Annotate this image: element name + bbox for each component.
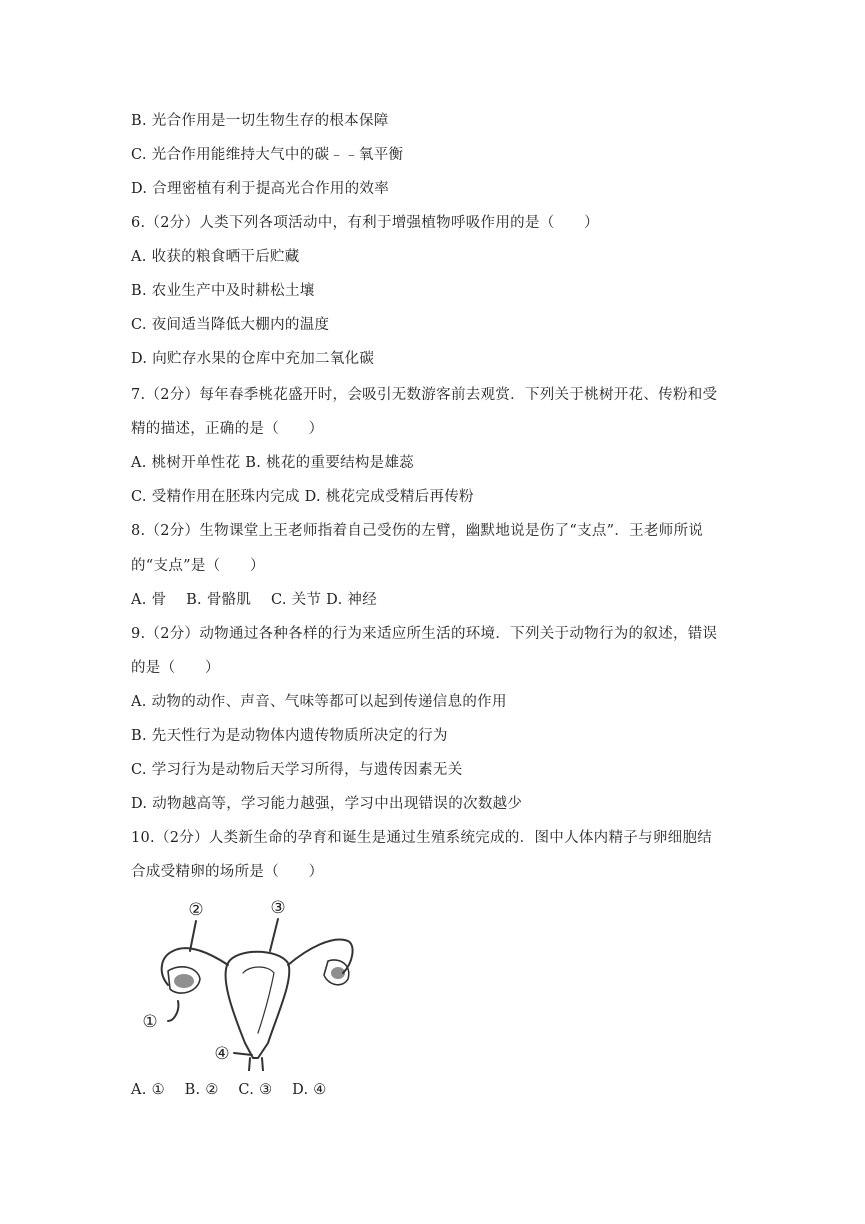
figure-label-3: ③ bbox=[270, 898, 286, 918]
q6-stem: 6.（2分）人类下列各项活动中，有利于增强植物呼吸作用的是（ ） bbox=[131, 215, 599, 231]
q6-option-a: A. 收获的粮食晒干后贮藏 bbox=[131, 249, 300, 265]
left-fallopian-tube bbox=[162, 948, 228, 985]
q9-option-b: B. 先天性行为是动物体内遗传物质所决定的行为 bbox=[131, 728, 448, 744]
label-4-leader bbox=[234, 1053, 252, 1055]
q6-option-c: C. 夜间适当降低大棚内的温度 bbox=[131, 317, 330, 333]
q5-option-b: B. 光合作用是一切生物生存的根本保障 bbox=[131, 113, 389, 129]
figure-label-2: ② bbox=[188, 900, 204, 920]
q6-option-b: B. 农业生产中及时耕松土壤 bbox=[131, 283, 315, 299]
right-ovary-shading bbox=[331, 967, 345, 979]
figure-label-1: ① bbox=[142, 1012, 158, 1032]
q6-option-d: D. 向贮存水果的仓库中充加二氧化碳 bbox=[131, 351, 375, 367]
female-reproductive-system-figure bbox=[128, 893, 360, 1071]
q5-option-d: D. 合理密植有利于提高光合作用的效率 bbox=[131, 181, 390, 197]
q8-options: A. 骨 B. 骨骼肌 C. 关节 D. 神经 bbox=[131, 592, 378, 608]
left-ovary-shading bbox=[174, 974, 194, 988]
q8-stem-line-1: 8.（2分）生物课堂上王老师指着自己受伤的左臂，幽默地说是伤了“支点”．王老师所说 bbox=[131, 523, 704, 539]
label-1-leader bbox=[168, 1001, 178, 1021]
q10-stem-line-2: 合成受精卵的场所是（ ） bbox=[131, 864, 324, 880]
q7-stem-line-2: 精的描述，正确的是（ ） bbox=[131, 421, 324, 437]
q9-option-c: C. 学习行为是动物后天学习所得，与遗传因素无关 bbox=[131, 762, 463, 778]
q9-option-a: A. 动物的动作、声音、气味等都可以起到传递信息的作用 bbox=[131, 694, 507, 710]
q7-options-cd: C. 受精作用在胚珠内完成 D. 桃花完成受精后再传粉 bbox=[131, 489, 474, 505]
uterus-cavity bbox=[243, 967, 274, 1033]
q10-options: A. ① B. ② C. ③ D. ④ bbox=[131, 1082, 327, 1098]
q5-option-c: C. 光合作用能维持大气中的碳﹣﹣氧平衡 bbox=[131, 147, 404, 163]
vagina bbox=[249, 1058, 263, 1071]
figure-label-4: ④ bbox=[214, 1044, 230, 1064]
q9-stem-line-2: 的是（ ） bbox=[131, 660, 220, 676]
uterus-outline bbox=[226, 952, 290, 1058]
label-2-leader bbox=[190, 921, 196, 951]
label-3-leader bbox=[270, 919, 278, 951]
q9-stem-line-1: 9.（2分）动物通过各种各样的行为来适应所生活的环境．下列关于动物行为的叙述，错误 bbox=[131, 626, 718, 642]
right-fallopian-tube bbox=[288, 940, 353, 973]
q7-stem-line-1: 7.（2分）每年春季桃花盛开时，会吸引无数游客前去观赏．下列关于桃树开花、传粉和受 bbox=[131, 387, 718, 403]
q9-option-d: D. 动物越高等，学习能力越强，学习中出现错误的次数越少 bbox=[131, 796, 523, 812]
q10-stem-line-1: 10.（2分）人类新生命的孕育和诞生是通过生殖系统完成的．图中人体内精子与卵细胞结 bbox=[131, 830, 713, 846]
q8-stem-line-2: 的“支点”是（ ） bbox=[131, 558, 265, 574]
q7-options-ab: A. 桃树开单性花 B. 桃花的重要结构是雄蕊 bbox=[131, 455, 415, 471]
